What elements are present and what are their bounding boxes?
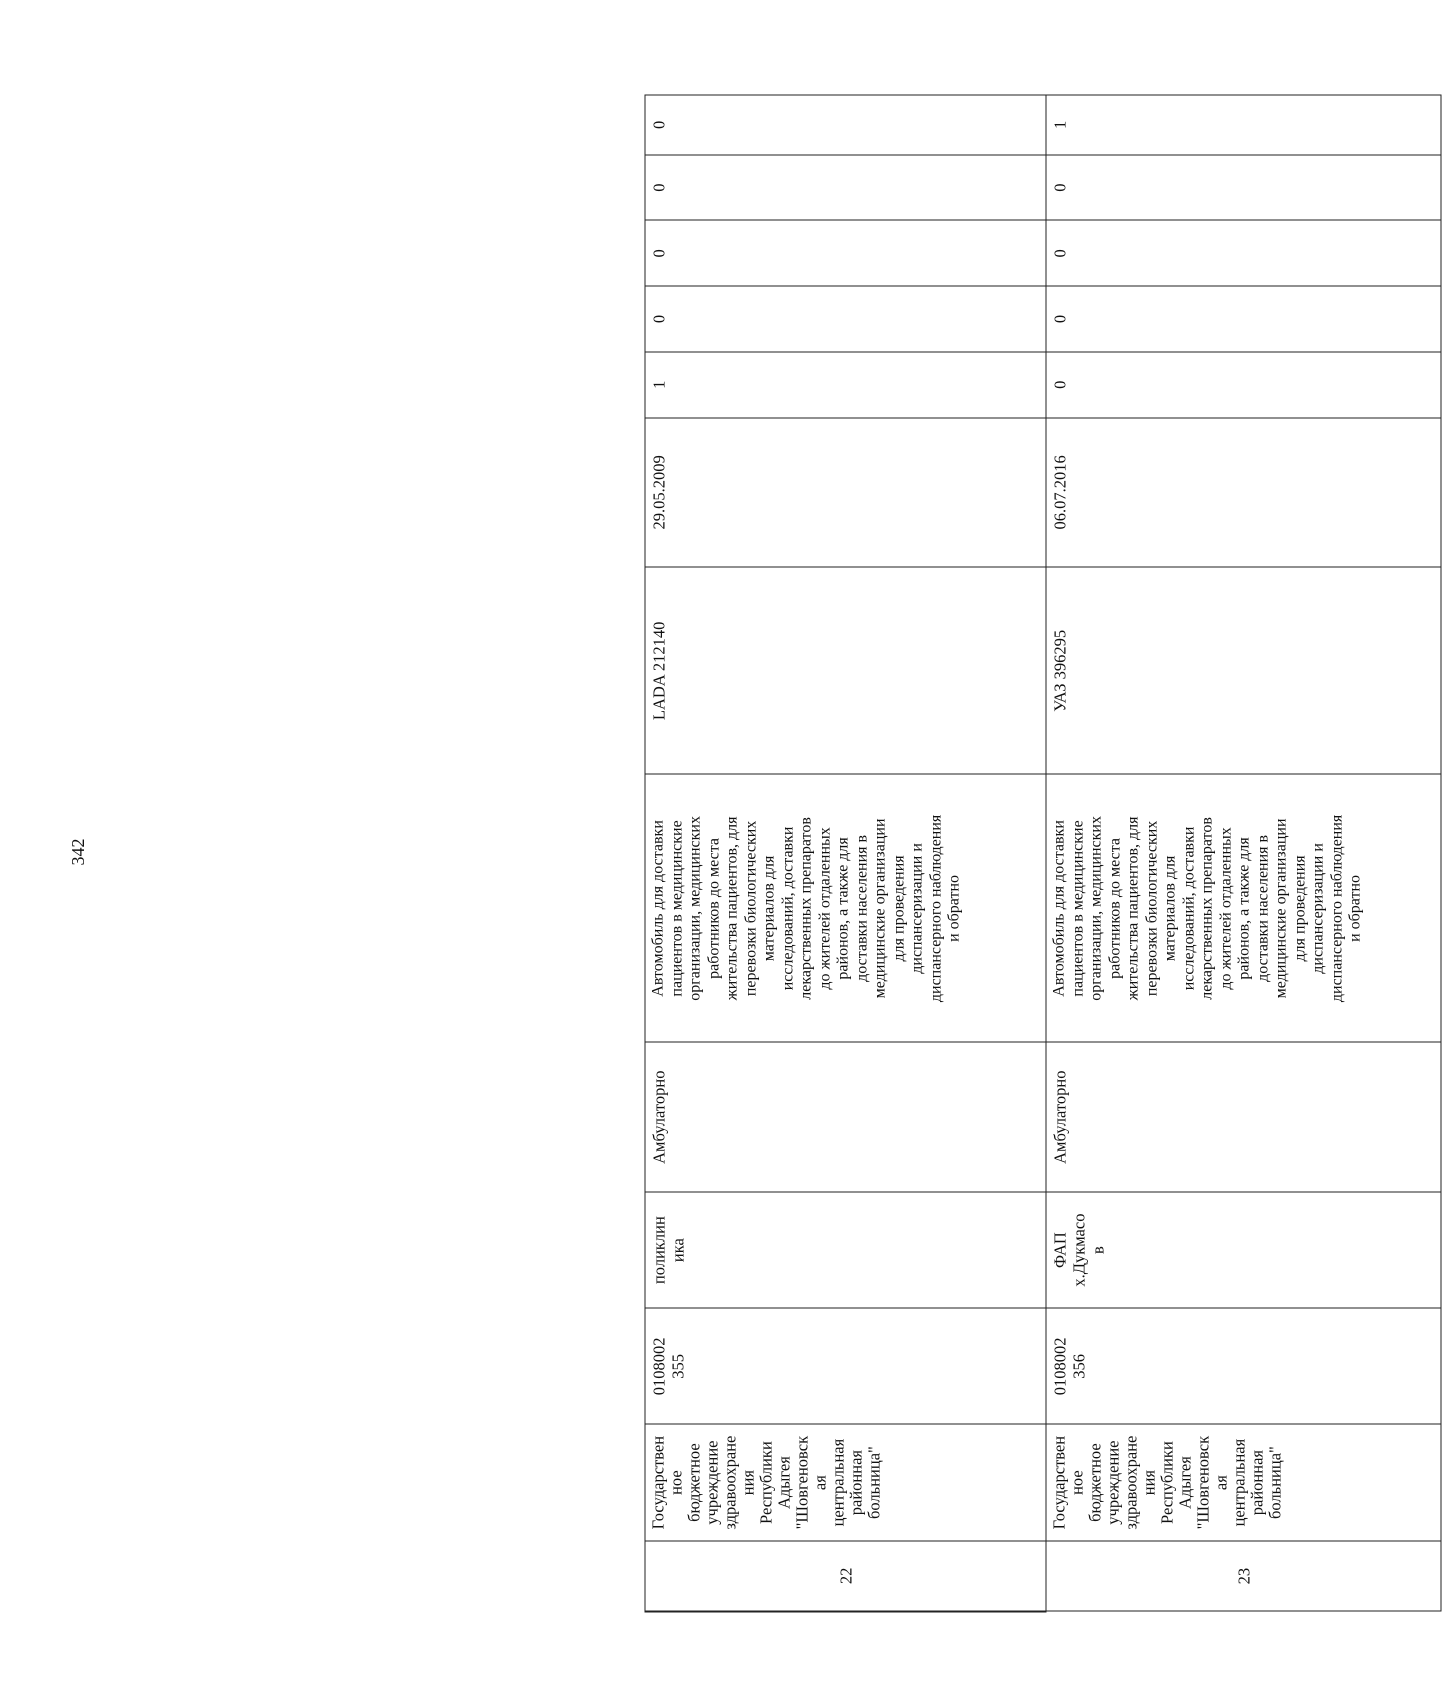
vehicle-purpose-cell: Автомобиль для доставки пациентов в медицинские организации, медицинских работников до места жительства пациентов, для перевозки биологических материалов для исследований, доставки лекарственных препаратов до жителей отдаленных районов, а также для доставки населения в медицинские организации для проведения диспансеризации и диспансерного наблюдения и обратно: [645, 774, 1046, 1042]
value-cell-1: 1: [645, 352, 1046, 418]
value-cell-4: 0: [645, 155, 1046, 221]
care-condition-cell: Амбулаторно: [1046, 1042, 1441, 1192]
table-row: [645, 95, 1046, 1612]
value-cell-3: 0: [645, 220, 1046, 286]
value-cell-1: 0: [1046, 352, 1441, 418]
vehicle-purpose-cell: Автомобиль для доставки пациентов в медицинские организации, медицинских работников до места жительства пациентов, для перевозки биологических материалов для исследований, доставки лекарственных препаратов до жителей отдаленных районов, а также для доставки населения в медицинские организации для проведения диспансеризации и диспансерного наблюдения и обратно: [1046, 774, 1441, 1042]
vehicle-register-table: [645, 95, 1442, 1613]
value-cell-3: 0: [1046, 220, 1441, 286]
value-cell-4: 0: [1046, 155, 1441, 221]
table-row: [1046, 95, 1441, 1612]
vehicle-model-cell: LADA 212140: [645, 567, 1046, 774]
value-cell-2: 0: [1046, 286, 1441, 352]
row-number-cell: 22: [645, 1541, 1046, 1612]
date-cell: 06.07.2016: [1046, 418, 1441, 568]
organization-cell: Государствен ное бюджетное учреждение здравоохране ния Республики Адыгея "Шовгеновск ая центральная районная больница": [1046, 1424, 1441, 1540]
value-cell-2: 0: [645, 286, 1046, 352]
subdivision-cell: ФАП х.Дукмасо в: [1046, 1192, 1441, 1308]
subdivision-cell: поликлин ика: [645, 1192, 1046, 1308]
page-number: 342: [68, 838, 88, 866]
registry-code-cell: 0108002 355: [645, 1308, 1046, 1424]
vehicle-model-cell: УАЗ 396295: [1046, 567, 1441, 774]
row-number-cell: 23: [1046, 1541, 1441, 1612]
organization-cell: Государствен ное бюджетное учреждение здравоохране ния Республики Адыгея "Шовгеновск ая центральная районная больница": [645, 1424, 1046, 1540]
registry-code-cell: 0108002 356: [1046, 1308, 1441, 1424]
page-number-container: [68, 822, 98, 882]
care-condition-cell: Амбулаторно: [645, 1042, 1046, 1192]
date-cell: 29.05.2009: [645, 418, 1046, 568]
value-cell-5: 0: [645, 95, 1046, 155]
value-cell-5: 1: [1046, 95, 1441, 155]
